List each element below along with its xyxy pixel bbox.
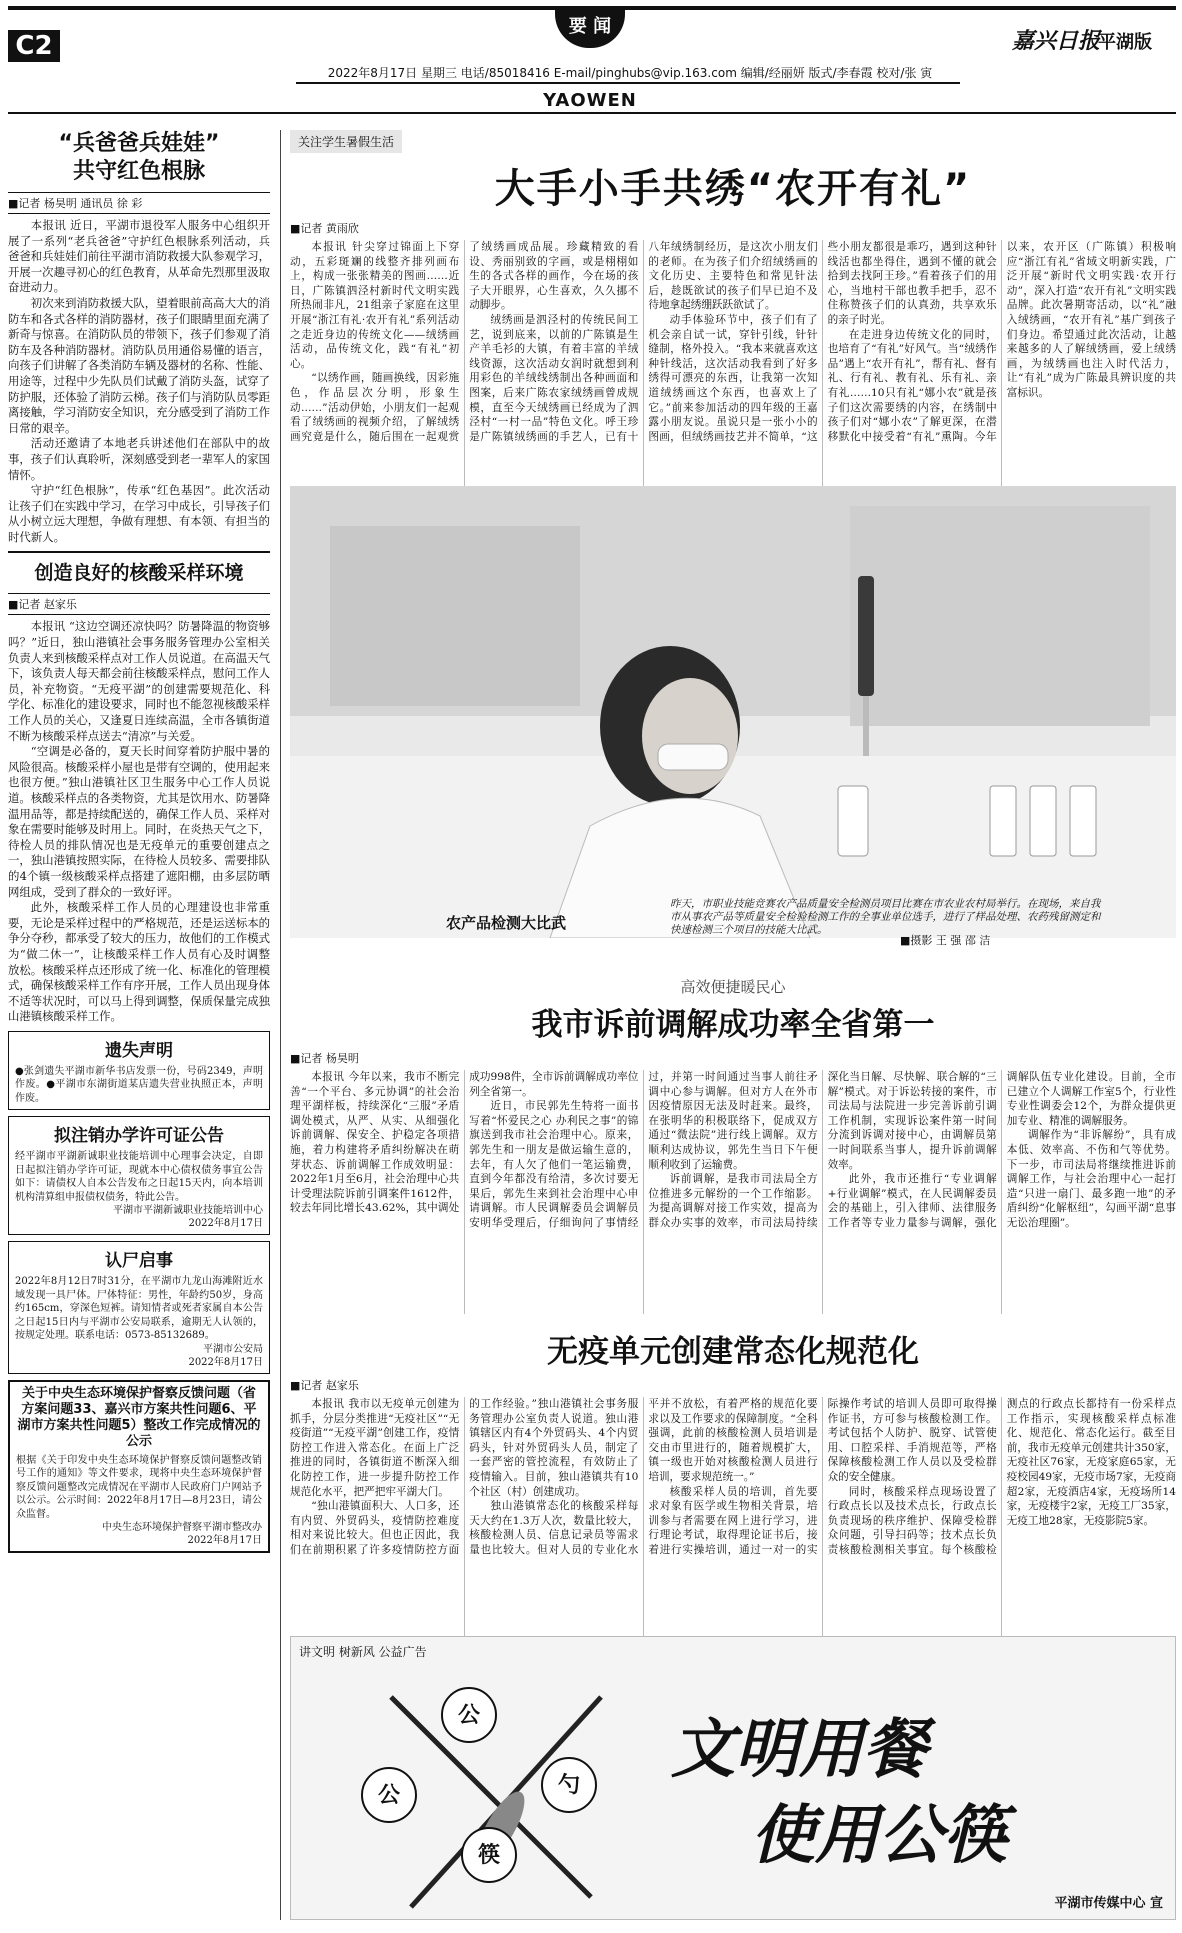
notice-title: 关于中央生态环境保护督察反馈问题（省方案问题33、嘉兴市方案共性问题6、平湖市方案共性问题5）整改工作完成情况的公示 xyxy=(17,1385,261,1449)
bottom-rule xyxy=(8,112,1176,114)
article-body xyxy=(290,1070,1176,1314)
masthead xyxy=(0,0,1182,110)
paragraph: 动手体验环节中，孩子们有了机会亲自试一试，穿针引线，针针缝制，格外投入。“我本来就喜欢这种针线活，这次活动我看到了好多绣得可漂亮的东西，让我第一次知道绒绣画这个东西，也喜欢上了它。”前来参加活动的四年级的王嘉露小朋友说。虽说只是一张小小的图画，但绒绣画技艺并不简单，“这些小朋友都很是乖巧，遇到这种针线活也都坐得住，遇到不懂的就会拾到去找阿王珍。”看着孩子们的用心，当地村干部也教手把手，忍不住称赞孩子们的认真劲，共享欢乐的亲子时光。 xyxy=(648,241,997,443)
article-body xyxy=(8,218,270,545)
article-headline: 我市诉前调解成功率全省第一 xyxy=(531,1007,935,1043)
lab-photo xyxy=(290,486,1176,938)
public-service-ad xyxy=(290,1636,1176,1920)
section-badge: 要 闻 xyxy=(555,10,625,48)
lead-article xyxy=(290,130,1176,530)
byline: ■记者 杨昊明 通讯员 徐 彩 xyxy=(8,192,270,214)
news-photo xyxy=(290,486,1176,947)
column-divider xyxy=(280,130,281,1920)
paragraph: 核酸采样人员的培训，首先要求对象有医学或生物相关背景，培训参与者需要在网上进行学习，进行理论考试，取得理论证书后，接着进行实操培训，通过一对一的实际操作考试的培训人员即可取得操作证书，方可参与核酸检测工作。考试包括个人防护、脱穿、试管使用、口腔采样、手消规范等，严格保障核酸检测工作人员以及受检群众的安全健康。 xyxy=(648,1398,997,1556)
separator xyxy=(8,551,270,553)
slogan-line: 使用公筷 xyxy=(751,1798,1007,1873)
photo-caption: 昨天，市职业技能竞赛农产品质量安全检测员项目比赛在市农业农村局举行。在现场，来自我市从事农产品等质量安全检验检测工作的全事业单位选手，进行了样品处理、农药残留测定和快速检测三个项目的技能大比武。 xyxy=(670,898,1101,936)
article-body xyxy=(8,619,270,1024)
paragraph: 此外，我市还推行“专业调解+行业调解”模式，在人民调解委员会的基础上，引入律师、法律服务工作者等专业力量参与调解，强化调解队伍专业化建设。目前，全市已建立个人调解工作室5个，行业性专业性调委会12个，为群众提供更加专业、精准的调解服务。 xyxy=(827,1071,1176,1229)
slogan-line: 文明用餐 xyxy=(671,1712,927,1787)
mid-rule xyxy=(296,82,960,84)
notice-title: 拟注销办学许可证公告 xyxy=(54,1126,224,1147)
paragraph: 独山港镇常态化的核酸采样每天大约在1.3万人次，数量比较大，核酸检测人员、信息记录员等需求量也比较大。但对人员的专业化水平并不放松，有着严格的规范化要求以及工作要求的保障制度。“全科强调，此前的核酸检测人员培训是交由市里进行的，随着规模扩大，镇一级也开始对核酸检测人员进行培训，要求规范统一。” xyxy=(469,1398,818,1556)
paragraph: 本报讯 我市以无疫单元创建为抓手，分层分类推进“无疫社区”“无疫街道”“无疫平湖”创建工作，疫情防控工作进入常态化。在面上广泛推进的同时，各镇街道不断深入细化防控工作，进一步提升防控工作规范化水平，把严把牢平湖大门。 xyxy=(290,1398,460,1498)
notice-sign: 平湖市平湖新诚职业技能培训中心 2022年8月17日 xyxy=(113,1205,263,1230)
mediation-article xyxy=(290,976,1176,1314)
seal-icon: 公 xyxy=(361,1767,417,1823)
notice-inspection xyxy=(8,1380,270,1554)
paragraph: 在走进身边传统文化的同时，也培育了“有礼”好风气。当“绒绣作品”遇上“农开有礼”，帮有礼、督有礼、行有礼、教有礼、乐有礼、亲有礼……10只有礼“娜小农”就是孩子们这次需要绣的内容，在绣制中孩子们对“娜小农”了解更深，在潜移默化中接受着“有礼”熏陶。今年以来，农开区（广陈镇）积极响应“浙江有礼”省域文明新实践，广泛开展“新时代文明实践·农开行动”，深入打造“农开有礼”文明实践品牌。此次暑期寄活动，以“礼”融入绒绣画，“农开有礼”基广到孩子们身边。希望通过此次活动，让越来越多的人了解绒绣画，爱上绒绣画，为绒绣画也注入时代活力，让“有礼”成为广陈最具辨识度的共富标识。 xyxy=(827,241,1176,443)
title-line: “兵爸爸兵娃娃” xyxy=(58,131,220,156)
edition-label: 平湖版 xyxy=(1098,32,1152,53)
photo-title: 农产品检测大比武 xyxy=(446,914,567,932)
notice-sign: 中央生态环境保护督察平湖市整改办 2022年8月17日 xyxy=(102,1522,262,1547)
photo-credit: ■摄影 王 强 邵 洁 xyxy=(900,934,991,947)
left-column xyxy=(8,130,270,1553)
paragraph: 近日，市民郭先生特将一面书写着“怀爱民之心 办利民之事”的锦旗送到我市社会治理中心。原来，郭先生和一朋友是做运输生意的，去年，有人欠了他们一笔运输费，直到今年都没有给清，多次讨要无果后，郭先生来到社会治理中心申请调解。市人民调解委员会调解员安明华受理后，仔细询问了事情经过，并第一时间通过当事人前往矛调中心参与调解。但对方人在外市因疫情原因无法及时赶来。最终，在张明华的积极联络下，促成双方通过“微法院”进行线上调解。双方顺利达成协议，郭先生当日下午便顺利收到了运输费。 xyxy=(469,1071,818,1229)
ad-top-line: 讲文明 树新风 公益广告 xyxy=(299,1645,427,1659)
notice-body-identification xyxy=(8,1241,270,1374)
byline: ■记者 赵家乐 xyxy=(290,1379,359,1392)
paragraph: “以绣作画，随画换线，因彩施色，作品层次分明，形象生动……”活动伊始，小朋友们一起观看了绒绣画的视频介绍，了解绒绣画究竟是什么，随后围在一起观赏了绒绣画成品展。珍藏精致的看设、秀丽别致的字画，或是栩栩如生的各式各样的画作，今在场的孩子大开眼界，心生喜欢，久久挪不动脚步。 xyxy=(290,241,639,443)
paragraph: 本报讯 “这边空调还凉快吗？防暑降温的物资够吗？”近日，独山港镇社会事务服务管理办公室相关负责人来到核酸采样点对工作人员说道。在高温天气下，该负责人每天都会前往核酸采样点，慰问工作人员，补充物资。“无疫平湖”的创建需要规范化、科学化、标准化的建设要求，同时也不能忽视核酸采样工作人员的关心，又逢夏日连续高温，全市各镇街道不断为核酸采样点送去“清凉”与关爱。 xyxy=(8,619,270,743)
paragraph: 本报讯 近日，平湖市退役军人服务中心组织开展了一系列“老兵爸爸”守护红色根脉系列活动，兵爸爸和兵娃娃们前往平湖市消防救援大队参观学习，开展一次趣寻初心的红色教育，从革命先烈那里汲取奋进动力。 xyxy=(8,218,270,295)
seal-icon: 公 xyxy=(441,1687,497,1743)
ad-sign: 平湖市传媒中心 宣 xyxy=(1054,1896,1163,1911)
epidemic-article xyxy=(290,1324,1176,1645)
paragraph: 守护“红色根脉”，传承“红色基因”。此次活动让孩子们在实践中学习，在学习中成长，引导孩子们从小树立远大理想，争做有理想、有本领、有担当的时代新人。 xyxy=(8,483,270,544)
byline: ■记者 杨昊明 xyxy=(290,1052,359,1065)
notice-sign: 平湖市公安局 2022年8月17日 xyxy=(188,1343,263,1368)
page-number: C2 xyxy=(8,30,60,62)
article-headline: 大手小手共绣“农开有礼” xyxy=(494,166,972,212)
article-title: 创造良好的核酸采样环境 xyxy=(34,562,244,585)
paragraph: 此外，核酸采样工作人员的心理建设也非常重要，无论是采样过程中的严格规范，还是运送标本的争分夺秒，都承受了较大的压力，故他们的工作模式为“做二休一”，让核酸采样工作人员有心及时调整放松。核酸采样点还形成了统一化、标准化的管理模式，确保核酸采样工作有序开展，工作人员出现身体不适等状况时，可以马上得到调整，保质保量完成独山港镇核酸采样工作。 xyxy=(8,900,270,1024)
notice-text: ●张剑遗失平湖市新华书店发票一份，号码2349，声明作废。●平湖市东湖街道某店遗失营业执照正本，声明作废。 xyxy=(15,1065,263,1104)
article-kicker: 关注学生暑假生活 xyxy=(290,130,402,153)
paragraph: “独山港镇面积大、人口多，还有内贸、外贸码头，疫情防控难度相对来说比较大。但也正因此，我们在前期积累了许多疫情防控方面的工作经验。”独山港镇社会事务服务管理办公室负责人说道。独山港镇辖区内有4个外贸码头、4个内贸码头，针对外贸码头人员，制定了一套严密的管控流程，有效防止了疫情输入。目前，独山港镇共有10个社区（村）创建成功。 xyxy=(290,1398,639,1556)
notice-text: 2022年8月12日7时31分，在平湖市九龙山海滩附近水域发现一具尸体。尸体特征：男性，年龄约50岁，身高约165cm，穿深色短裤。请知情者或死者家属自本公告之日起15日内与平湖市公安局联系，逾期无人认领的，按规定处理。联系电话：0573-85132689。 xyxy=(15,1276,263,1342)
article-kicker: 高效便捷暖民心 xyxy=(680,978,786,996)
paragraph: 诉前调解，是我市司法局全方位推进多元解纷的一个工作缩影。为提高调解对接工作实效，提高为群众办实事的效率，市司法局持续深化当日解、尽快解、联合解的“三解”模式。对于诉讼转接的案件，市司法局与法院进一步完善诉前引调工作机制，实现诉讼案件第一时间分流到诉调对接中心，由调解员第一时间联系当事人，提升诉前调解效率。 xyxy=(648,1071,997,1229)
paragraph: 本报讯 今年以来，我市不断完善“一个平台、多元协调”的社会治理平湖样板，持续深化“三服”矛盾调处模式，从严、从实、从细强化诉前调解、保安全、护稳定各项措施，着力构建将矛盾纠纷解决在萌芽状态、诉前调解工作成效明显：2022年1月至6月，社会治理中心共计受理法院诉前引调案件1612件，较去年同比增长43.62%，其中调处成功998件，全市诉前调解成功率位列全省第一。 xyxy=(290,1071,639,1215)
dateline: 2022年8月17日 星期三 电话/85018416 E-mail/pinghubs@vip.163.com 编辑/经丽妍 版式/李春霞 校对/张 寅 xyxy=(327,66,933,80)
paragraph: 同时，核酸采样点现场设置了行政点长以及技术点长，行政点长负责现场的秩序维护、保障受检群众问题，引导扫码等；技术点长负责核酸检测相关事宜。每个核酸检测点的行政点长都持有一份采样点工作指示，实现核酸采样点标准化、规范化、常态化运行。截至目前，我市无疫单元创建共计350家，无疫社区76家，无疫家庭65家，无疫校园49家，无疫市场7家，无疫商超2家，无疫酒店4家，无疫场所14家，无疫楼宇2家，无疫工厂35家，无疫工地28家，无疫影院5家。 xyxy=(827,1398,1176,1556)
newspaper-logo: 嘉兴日报 xyxy=(1012,28,1101,54)
paragraph: 活动还邀请了本地老兵讲述他们在部队中的故事，孩子们认真聆听，深刻感受到老一辈军人的家国情怀。 xyxy=(8,436,270,482)
notice-deregister xyxy=(8,1116,270,1235)
paragraph: “空调是必备的，夏天长时间穿着防护服中暑的风险很高。核酸采样小屋也是带有空调的，使用起来也很方便。”独山港镇社区卫生服务中心工作人员说道。核酸采样点的各类物资，尤其是饮用水、防暑降温用品等，都是持续配送的，确保工作人员、采样对象在需要时能够及时用上。同时，在炎热天气之下，待检人员的排队情况也是无疫单元的重要创建点之一，独山港镇按照实际，在待检人员较多、需要排队的4个镇一级核酸采样点搭建了遮阳棚，由多层防晒网组成，受到了群众的一致好评。 xyxy=(8,744,270,899)
notice-text: 经平湖市平湖新诚职业技能培训中心理事会决定，自即日起拟注销办学许可证，现就本中心债权债务事宜公告如下：请债权人自本公告发布之日起15天内，向本培训机构清算组申报债权债务，特此公告。 xyxy=(15,1151,263,1203)
byline: ■记者 黄雨欣 xyxy=(290,222,359,235)
paragraph: 调解作为“非诉解纷”，具有成本低、效率高、不伤和气等优势。下一步，市司法局将继续推进诉前调解工作，与社会治理中心一起打造“只进一扇门、最多跑一地”的矛盾纠纷“化解枢纽”，勾画平湖“息事无讼治理圈”。 xyxy=(1006,1129,1176,1229)
article-body xyxy=(290,1397,1176,1645)
notice-title: 遗失声明 xyxy=(105,1040,173,1061)
notice-text: 根据《关于印发中央生态环境保护督察反馈问题整改销号工作的通知》等文件要求，现将中央生态环境保护督察反馈问题整改完成情况在平湖市人民政府门户网站予以公示。公示时间：2022年8月17日—8月23日，请公众监督。 xyxy=(16,1454,262,1520)
notice-title: 认尸启事 xyxy=(105,1251,173,1272)
ad-slogan xyxy=(671,1707,1007,1879)
article-title xyxy=(8,130,270,186)
seal-icon: 筷 xyxy=(461,1827,517,1883)
paragraph: 初次来到消防救援大队，望着眼前高高大大的消防车和各式各样的消防器材，孩子们眼睛里面充满了新奇与惊喜。在消防队员的带领下，孩子们参观了消防车及各种消防器材。消防队员用通俗易懂的语言，向孩子们讲解了各类消防车辆及器材的名称、性能、用途等，过程中少先队员们试戴了消防头盔，试穿了防护服，还体验了消防云梯。孩子们与消防队员零距离接触，学习消防安全知识，充分感受到了消防工作日常的艰辛。 xyxy=(8,295,271,435)
byline: ■记者 赵家乐 xyxy=(8,593,270,615)
notice-lost xyxy=(8,1031,270,1111)
section-english: YAOWEN xyxy=(543,90,637,111)
paragraph: 绒绣画是泗泾村的传统民间工艺，说到底来，以前的广陈镇是生产羊毛衫的大镇，有着丰富的羊绒线资源，这次活动女润时就想到利用彩色的羊绒线绣制出各种画面和图案，后来广陈农家绒绣画曾成规模，直至今天绒绣画已经成为了泗泾村“一村一品”特色文化。呼王珍是广陈镇绒绣画的手艺人，已有十八年绒绣制经历，是这次小朋友们的老师。在为孩子们介绍绒绣画的文化历史、主要特色和常见针法后，趁既欲试的孩子们早已迫不及待地拿起绣绷跃跃欲试了。 xyxy=(469,241,818,443)
seal-icon: 勺 xyxy=(541,1757,597,1813)
paragraph: 本报讯 针尖穿过锦面上下穿动，五彩斑斓的线整齐排列画布上，构成一张张精美的图画……近日，广陈镇泗泾村新时代文明实践所热闹非凡，21组亲子家庭在这里开展“浙江有礼·农开有礼”系列活动之走近身边的传统文化——绒绣画活动，品传统文化，践“有礼”初心。 xyxy=(290,241,460,370)
article-headline: 无疫单元创建常态化规范化 xyxy=(547,1334,919,1370)
title-line: 共守红色根脉 xyxy=(72,159,205,184)
